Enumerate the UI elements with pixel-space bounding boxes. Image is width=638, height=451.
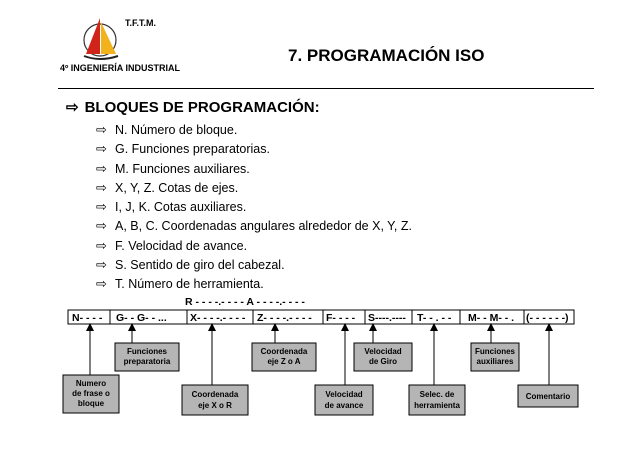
arrow-outline-icon: ⇨ (96, 160, 107, 176)
section-heading (66, 98, 320, 116)
arrow-outline-icon: ⇨ (96, 122, 107, 137)
list-item-text: G. Funciones preparatorias. (115, 142, 270, 157)
department-label: 4º INGENIERÍA INDUSTRIAL (60, 63, 180, 73)
segment-f: F- - - - (326, 312, 356, 324)
arrow-outline-icon: ⇨ (96, 141, 107, 157)
arrow-outline-icon: ⇨ (96, 276, 107, 292)
list-item-text: M. Funciones auxiliares. (115, 161, 250, 176)
arrow-outline-icon: ⇨ (66, 99, 79, 116)
list-item (96, 178, 412, 197)
list-item-text: X, Y, Z. Cotas de ejes. (115, 180, 239, 195)
section-heading-text: BLOQUES DE PROGRAMACIÓN: (84, 99, 320, 116)
diagram-above-text: R - - - -.- - - - A - - - -.- - - - (185, 296, 305, 308)
box-line: Funciones (474, 347, 516, 356)
box-line: eje Z o A (267, 357, 301, 366)
list-item-text: N. Número de bloque. (115, 123, 238, 137)
segment-comment: (- - - - - -) (526, 312, 569, 324)
segment-g: G- - G- - ... (116, 312, 167, 324)
header-divider (58, 88, 594, 89)
box-line: de frase o (72, 389, 110, 398)
box-line: bloque (77, 399, 105, 408)
box-line: de avance (324, 401, 364, 410)
box-velocidad-giro (354, 343, 412, 371)
box-line: Coordenada (260, 347, 308, 356)
box-line: eje X o R (198, 401, 232, 410)
segment-x: X- - - -.- - - - (190, 312, 246, 324)
segment-z: Z- - - -.- - - - (257, 312, 312, 324)
list-item-text: S. Sentido de giro del cabezal. (115, 258, 285, 273)
list-item (96, 120, 412, 139)
box-line: de Giro (368, 357, 398, 366)
page-title: 7. PROGRAMACIÓN ISO (288, 46, 485, 65)
box-line: Velocidad (364, 347, 402, 356)
segment-t: T- - . - - (417, 312, 452, 324)
iso-block-diagram (60, 293, 580, 443)
arrow-outline-icon: ⇨ (96, 199, 107, 215)
box-funciones-auxiliares (471, 343, 519, 371)
block-list (96, 120, 412, 294)
box-line: preparatoria (123, 357, 171, 366)
list-item (96, 274, 412, 293)
segment-s: S----.---- (368, 312, 406, 324)
box-coordenada-z (252, 343, 316, 371)
arrow-outline-icon: ⇨ (96, 179, 107, 195)
list-item (96, 236, 412, 255)
segment-n: N- - - - (72, 312, 103, 324)
box-line: Selec. de (419, 390, 455, 399)
tftm-logo-icon (80, 14, 124, 64)
box-numero-frase (63, 375, 119, 413)
logo-text: T.F.T.M. (125, 18, 156, 28)
list-item (96, 197, 412, 216)
box-funciones-preparatoria (115, 343, 179, 371)
list-item-text: T. Número de herramienta. (115, 277, 264, 292)
box-line: Velocidad (325, 390, 363, 399)
list-item-text: A, B, C. Coordenadas angulares alrededor de X, Y, Z. (115, 219, 412, 234)
box-line: Coordenada (191, 390, 239, 399)
box-velocidad-avance (315, 385, 373, 415)
segment-m: M- - M- - . (468, 312, 515, 324)
box-seleccion-herramienta (409, 385, 465, 415)
list-item (96, 255, 412, 274)
box-line: Funciones (126, 347, 168, 356)
box-coordenada-x (182, 385, 248, 415)
list-item (96, 216, 412, 235)
list-item-text: F. Velocidad de avance. (115, 238, 248, 253)
list-item-text: I, J, K. Cotas auxiliares. (115, 200, 247, 215)
box-comentario (518, 385, 578, 407)
arrow-outline-icon: ⇨ (96, 218, 107, 234)
list-item (96, 159, 412, 178)
arrow-outline-icon: ⇨ (96, 257, 107, 273)
arrow-outline-icon: ⇨ (96, 237, 107, 253)
list-item (96, 139, 412, 158)
box-line: Comentario (525, 392, 571, 401)
box-line: auxiliares (476, 357, 514, 366)
box-line: Numero (75, 379, 107, 388)
box-line: herramienta (414, 401, 460, 410)
